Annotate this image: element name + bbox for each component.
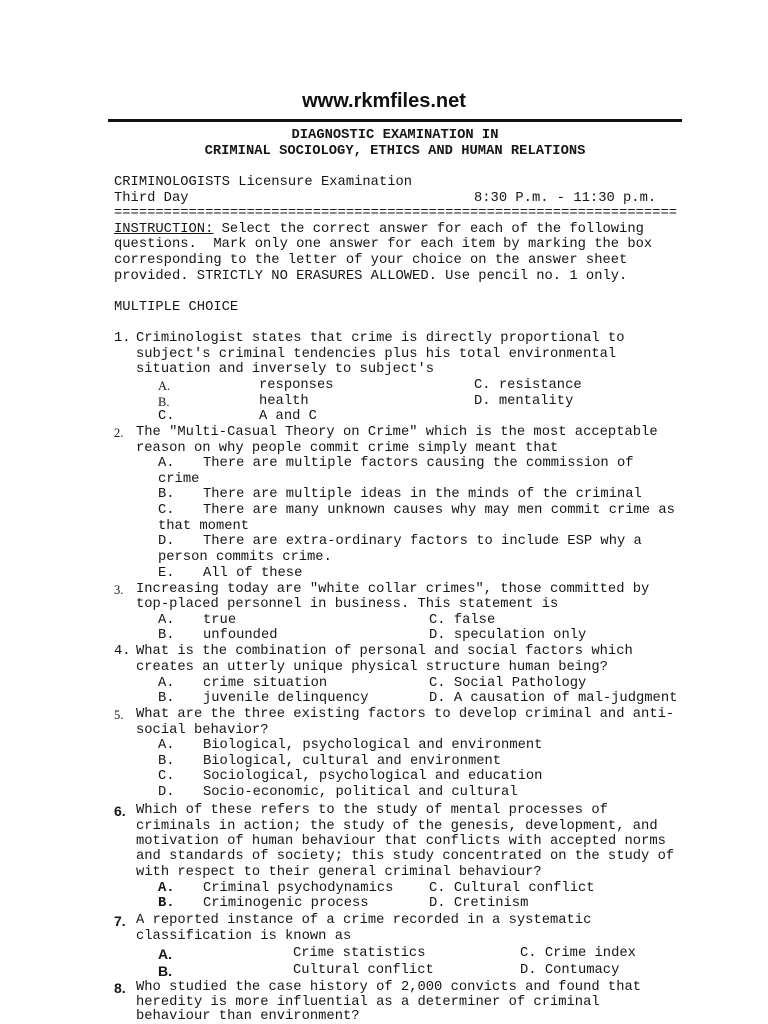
exam-day: Third Day <box>114 191 189 206</box>
option-text: Cretinism <box>453 896 529 911</box>
option-row <box>0 567 768 581</box>
question-8-row <box>0 996 768 1010</box>
option-text: responses <box>259 378 334 393</box>
option-right <box>474 395 573 409</box>
question-stem-line: motivation of human behaviour that conflicts with accepted norms <box>136 834 666 849</box>
option-letter: C. <box>520 946 537 961</box>
option-letter: A. <box>158 946 172 962</box>
instruction-text: corresponding to the letter of your choice on the answer sheet <box>114 253 628 268</box>
option-row <box>0 504 768 518</box>
instruction-text: Select the correct answer for each of the following <box>213 222 644 237</box>
option-letter: B. <box>158 754 175 769</box>
question-number: 3. <box>114 583 124 597</box>
question-3-row <box>0 598 768 612</box>
option-text: A and C <box>259 409 317 424</box>
option-text: mentality <box>498 394 574 409</box>
question-stem-line: Increasing today are "white collar crimes", those committed by <box>136 582 650 597</box>
option-letter: B. <box>158 487 175 502</box>
instruction-text: provided. STRICTLY NO ERASURES ALLOWED. Use pencil no. 1 only. <box>114 269 628 284</box>
option-text: resistance <box>498 378 582 393</box>
section-heading-row <box>0 301 768 315</box>
question-8-row <box>0 981 768 995</box>
question-stem-line: creates an utterly unique physical structure human being? <box>136 660 608 675</box>
question-5-row <box>0 708 768 722</box>
option-text-continued: that moment <box>158 519 250 534</box>
section-heading: MULTIPLE CHOICE <box>114 300 239 315</box>
question-4-row <box>0 645 768 659</box>
option-letter: E. <box>158 566 175 581</box>
option-text: Crime statistics <box>293 946 426 961</box>
question-1-row <box>0 332 768 346</box>
option-right <box>429 629 586 643</box>
question-stem-line: A reported instance of a crime recorded in a systematic <box>136 913 592 928</box>
question-6-row <box>0 866 768 880</box>
option-row <box>0 535 768 549</box>
question-stem-line: classification is known as <box>136 929 352 944</box>
question-2-row <box>0 442 768 456</box>
option-text: There are multiple factors causing the commission of <box>203 456 634 471</box>
question-7-row <box>0 914 768 928</box>
header-rule <box>108 119 682 122</box>
option-row <box>0 692 768 706</box>
option-text: crime situation <box>203 676 328 691</box>
option-text: Social Pathology <box>453 676 587 691</box>
option-right <box>429 677 586 691</box>
option-text: There are multiple ideas in the minds of the criminal <box>203 487 642 502</box>
option-right <box>429 897 528 911</box>
question-stem-line: situation and inversely to subject's <box>136 362 435 377</box>
question-1-row <box>0 363 768 377</box>
option-letter: D. <box>429 691 446 706</box>
option-row <box>0 551 768 565</box>
option-right <box>429 882 595 896</box>
question-number: 1. <box>114 331 131 346</box>
option-letter: B. <box>158 896 175 911</box>
exam-schedule-row <box>0 192 768 206</box>
option-text: Contumacy <box>544 963 620 978</box>
question-3-row <box>0 583 768 597</box>
question-6-row <box>0 850 768 864</box>
option-text: unfounded <box>203 628 278 643</box>
question-stem-line: Criminologist states that crime is directly proportional to <box>136 331 625 346</box>
option-row <box>0 964 768 978</box>
option-row <box>0 410 768 424</box>
option-text: All of these <box>203 566 303 581</box>
option-text-continued: person commits crime. <box>158 550 332 565</box>
option-text: Sociological, psychological and education <box>203 769 543 784</box>
question-number: 4. <box>114 644 131 659</box>
option-letter: A. <box>158 881 175 896</box>
question-number: 7. <box>114 913 126 929</box>
option-letter: C. <box>429 613 446 628</box>
question-stem-line: with respect to their general criminal behaviour? <box>136 865 542 880</box>
option-letter: B. <box>158 628 175 643</box>
option-row <box>0 473 768 487</box>
question-stem-line: social behavior? <box>136 723 269 738</box>
option-row <box>0 677 768 691</box>
option-text: false <box>453 613 496 628</box>
option-letter: A. <box>158 738 175 753</box>
question-stem-line: reason on why people commit crime simply meant that <box>136 441 559 456</box>
option-letter: C. <box>429 676 446 691</box>
option-text: Cultural conflict <box>293 963 434 978</box>
question-stem-line: Who studied the case history of 2,000 convicts and found that <box>136 980 642 995</box>
exam-time: 8:30 P.m. - 11:30 p.m. <box>474 191 657 206</box>
separator: ==================================================================== <box>114 206 678 221</box>
question-stem-line: Which of these refers to the study of mental processes of <box>136 803 608 818</box>
option-letter: A. <box>158 379 171 393</box>
option-row <box>0 488 768 502</box>
option-text: juvenile delinquency <box>203 691 369 706</box>
question-stem-line: What is the combination of personal and social factors which <box>136 644 633 659</box>
option-letter: B. <box>158 395 170 409</box>
instruction-label: INSTRUCTION: <box>114 222 214 237</box>
question-number: 6. <box>114 803 126 819</box>
question-stem-line: behaviour than environment? <box>136 1009 360 1024</box>
question-6-row <box>0 820 768 834</box>
option-right <box>429 692 677 706</box>
instruction-row <box>0 238 768 252</box>
question-5-row <box>0 724 768 738</box>
question-stem-line: and standards of society; this study concentrated on the study of <box>136 849 675 864</box>
question-1-row <box>0 348 768 362</box>
option-row <box>0 379 768 393</box>
option-letter: C. <box>429 881 446 896</box>
question-6-row <box>0 804 768 818</box>
option-letter: B. <box>158 963 172 979</box>
option-text: true <box>203 613 237 628</box>
exam-title-line-1: DIAGNOSTIC EXAMINATION IN <box>291 128 499 143</box>
exam-title-line-2: CRIMINAL SOCIOLOGY, ETHICS AND HUMAN RELATIONS <box>204 144 586 159</box>
option-row <box>0 457 768 471</box>
option-letter: A. <box>158 613 175 628</box>
option-row <box>0 947 768 961</box>
option-text: Biological, psychological and environment <box>203 738 543 753</box>
option-text: speculation only <box>453 628 587 643</box>
option-row <box>0 520 768 534</box>
option-text: There are many unknown causes why may men commit crime as <box>203 503 675 518</box>
option-letter: C. <box>158 503 175 518</box>
question-7-row <box>0 930 768 944</box>
option-letter: B. <box>158 691 175 706</box>
question-number: 8. <box>114 980 126 996</box>
instruction-row <box>0 223 768 237</box>
question-number: 2. <box>114 426 124 440</box>
option-letter: D. <box>158 785 175 800</box>
option-letter: D. <box>520 963 537 978</box>
option-text: There are extra-ordinary factors to include ESP why a <box>203 534 642 549</box>
option-row <box>0 395 768 409</box>
instruction-row <box>0 254 768 268</box>
instruction-row <box>0 270 768 284</box>
instruction-line <box>114 223 644 237</box>
site-url: www.rkmfiles.net <box>302 90 466 112</box>
exam-name: CRIMINOLOGISTS Licensure Examination <box>114 175 413 190</box>
option-row <box>0 786 768 800</box>
option-text: Cultural conflict <box>453 881 595 896</box>
exam-name-row <box>0 176 768 190</box>
option-right <box>520 947 636 961</box>
question-8-row <box>0 1010 768 1024</box>
option-letter: C. <box>158 769 175 784</box>
option-letter: D. <box>429 896 446 911</box>
option-letter: C. <box>158 409 175 424</box>
option-row <box>0 739 768 753</box>
question-2-row <box>0 426 768 440</box>
question-number: 5. <box>114 708 124 722</box>
question-4-row <box>0 661 768 675</box>
option-letter: A. <box>158 676 175 691</box>
option-letter: D. <box>474 394 491 409</box>
option-row <box>0 897 768 911</box>
option-row <box>0 770 768 784</box>
option-letter: D. <box>158 534 175 549</box>
option-row <box>0 629 768 643</box>
question-stem-line: top-placed personnel in business. This statement is <box>136 597 559 612</box>
option-letter: C. <box>474 378 491 393</box>
option-right <box>474 379 582 393</box>
option-row <box>0 614 768 628</box>
option-text: Criminal psychodynamics <box>203 881 394 896</box>
question-6-row <box>0 835 768 849</box>
option-text: health <box>259 394 309 409</box>
option-row <box>0 882 768 896</box>
option-text: Socio-economic, political and cultural <box>203 785 518 800</box>
option-row <box>0 755 768 769</box>
question-stem-line: The "Multi-Casual Theory on Crime" which is the most acceptable <box>136 425 658 440</box>
question-stem-line: heredity is more influential as a determiner of criminal <box>136 995 600 1010</box>
option-text: A causation of mal-judgment <box>453 691 678 706</box>
option-text: Biological, cultural and environment <box>203 754 502 769</box>
option-text: Criminogenic process <box>203 896 369 911</box>
instruction-text: questions. Mark only one answer for each item by marking the box <box>114 237 653 252</box>
option-letter: D. <box>429 628 446 643</box>
question-stem-line: subject's criminal tendencies plus his total environmental <box>136 347 617 362</box>
question-stem-line: What are the three existing factors to develop criminal and anti- <box>136 707 675 722</box>
option-text-continued: crime <box>158 472 200 487</box>
separator-row <box>0 207 768 221</box>
option-text: Crime index <box>544 946 636 961</box>
option-right <box>520 964 619 978</box>
option-right <box>429 614 495 628</box>
option-letter: A. <box>158 456 175 471</box>
question-stem-line: criminals in action; the study of the genesis, development, and <box>136 819 658 834</box>
